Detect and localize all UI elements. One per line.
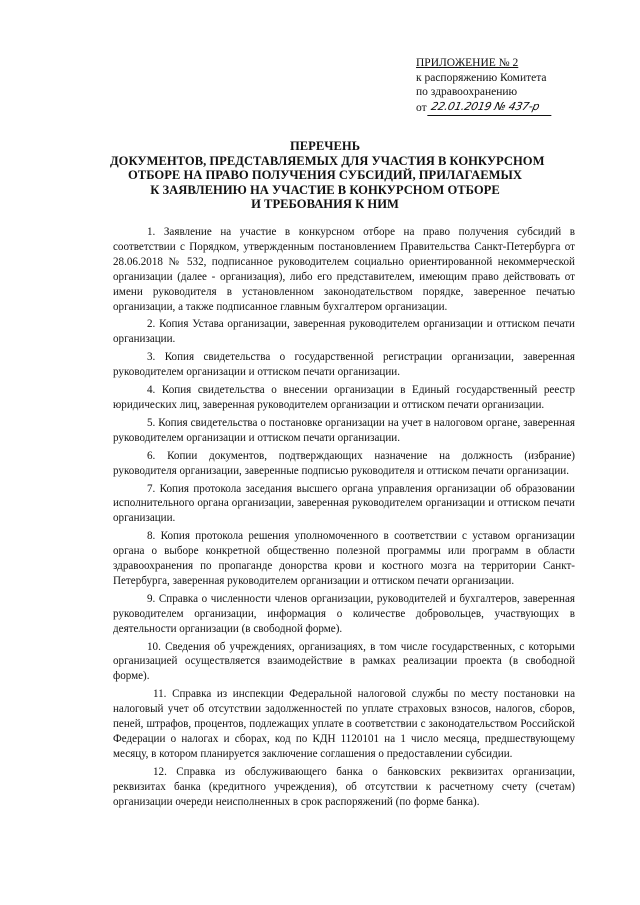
title-line: ПЕРЕЧЕНЬ bbox=[289, 139, 361, 153]
appendix-header bbox=[416, 56, 606, 115]
title-line: И ТРЕБОВАНИЯ К НИМ bbox=[251, 197, 399, 212]
appendix-line-committee: по здравоохранению bbox=[416, 86, 518, 98]
appendix-line-order: к распоряжению Комитета bbox=[416, 71, 547, 84]
title-line: ДОКУМЕНТОВ, ПРЕДСТАВЛЯЕМЫХ ДЛЯ УЧАСТИЯ В КОНКУРСНОМ bbox=[110, 153, 545, 168]
list-item-6: 6. Копии документов, подтверждающих назначение на должность (избрание) руководителя организации, заверенные подписью руководителя и оттиском печати организации. bbox=[113, 449, 575, 477]
appendix-date-line bbox=[416, 100, 606, 116]
appendix-date-prefix: от bbox=[416, 101, 427, 114]
document-title bbox=[110, 139, 545, 212]
list-item-9: 9. Справка о численности членов организации, руководителей и бухгалтеров, заверенная руководителем организации, информация о количестве добровольцев, участвующих в деятельности организации (в свободной форме). bbox=[113, 592, 575, 635]
list-item-3: 3. Копия свидетельства о государственной регистрации организации, заверенная руководителем организации и оттиском печати организации. bbox=[113, 351, 575, 379]
title-line: ОТБОРЕ НА ПРАВО ПОЛУЧЕНИЯ СУБСИДИЙ, ПРИЛАГАЕМЫХ bbox=[128, 168, 522, 183]
list-item-8: 8. Копия протокола решения уполномоченного в соответствии с уставом организации органа о выборе конкретной общественно полезной программы или программ в области здравоохранения по пропаганде донорства крови и костного мозга на территории Санкт-Петербурга, заверенная руководителем организации и оттиском печати организации. bbox=[113, 530, 575, 587]
list-item-4: 4. Копия свидетельства о внесении организации в Единый государственный реестр юридических лиц, заверенная руководителем организации и оттиском печати организации. bbox=[113, 384, 575, 411]
list-item-12: 12. Справка из обслуживающего банка о банковских реквизитах организации, реквизитах банка (кредитного учреждения), об отсутствии к расчетному счету (счетам) организации очереди неисполненных в срок распоряжений (по форме банка). bbox=[113, 765, 575, 808]
appendix-number: ПРИЛОЖЕНИЕ № 2 bbox=[416, 57, 519, 69]
list-item-10: 10. Сведения об учреждениях, организациях, в том числе государственных, с которыми организацией осуществляется взаимодействие в рамках реализации проекта (в свободной форме). bbox=[113, 640, 575, 683]
handwritten-date-number: 22.01.2019 № 437-р bbox=[427, 100, 554, 116]
list-item-5: 5. Копия свидетельства о постановке организации на учет в налоговом органе, заверенная руководителем организации и оттиском печати организации. bbox=[113, 416, 575, 444]
list-item-11: 11. Справка из инспекции Федеральной налоговой службы по месту постановки на налоговый учет об отсутствии задолженностей по уплате страховых взносов, налогов, сборов, пеней, штрафов, процентов, подлежащих уплате в соответствии с законодательством Российской Федерации о налогах и сборах, код по КДН 1120101 на 1 число месяца, предшествующему месяцу, в котором планируется заключение соглашения о предоставлении субсидии. bbox=[113, 688, 575, 760]
list-item-1: 1. Заявление на участие в конкурсном отборе на право получения субсидий в соответствии с Порядком, утвержденным постановлением Правительства Санкт-Петербурга от 28.06.2018 № 532, подписанное руководителем социально ориентированной некоммерческой организации (далее - организация), либо его представителем, имеющим право действовать от имени руководителя в установленном законодательством порядке, заверенное печатью организации, а также подписанное главным бухгалтером организации. bbox=[113, 226, 575, 313]
list-item-2: 2. Копия Устава организации, заверенная руководителем организации и оттиском печати организации. bbox=[113, 318, 575, 346]
document-list bbox=[113, 225, 575, 813]
title-line: К ЗАЯВЛЕНИЮ НА УЧАСТИЕ В КОНКУРСНОМ ОТБОРЕ bbox=[150, 182, 500, 197]
list-item-7: 7. Копия протокола заседания высшего органа управления организации об образовании исполнительного органа организации, заверенная руководителем организации и оттиском печати организации. bbox=[113, 482, 575, 525]
